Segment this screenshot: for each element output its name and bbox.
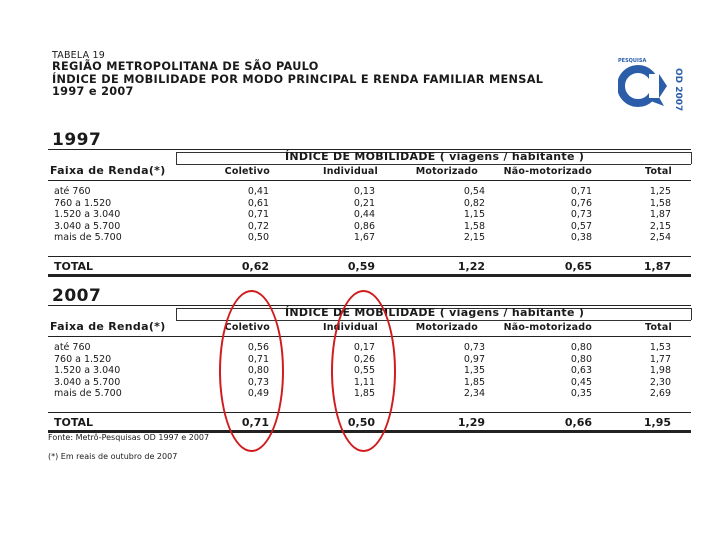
cell-coletivo: 0,73 [247, 376, 269, 388]
column-header-total: Total [645, 166, 672, 177]
cell-individual: 1,11 [353, 376, 375, 388]
cell-individual: 0,17 [353, 342, 375, 353]
cell-nao-motorizado: 0,38 [570, 232, 592, 243]
cell-individual: 1,85 [353, 388, 375, 399]
table-row [0, 209, 720, 221]
row-label: 1.520 a 3.040 [54, 209, 121, 220]
cell-total: 1,53 [649, 342, 671, 353]
table-header [52, 50, 543, 99]
total-total: 1,95 [643, 416, 671, 429]
title-line-1: REGIÃO METROPOLITANA DE SÃO PAULO [52, 60, 319, 73]
index-caption-1997: ÍNDICE DE MOBILIDADE ( viagens / habitante ) [285, 150, 585, 163]
column-header-nao-motorizado: Não-motorizado [503, 322, 592, 333]
cell-individual: 0,44 [353, 209, 375, 220]
cell-coletivo: 0,50 [247, 232, 269, 243]
logo-side-text: OD 2007 [673, 68, 683, 112]
row-label: até 760 [54, 186, 91, 197]
row-label: mais de 5.700 [54, 388, 122, 399]
cell-nao-motorizado: 0,73 [570, 209, 592, 220]
cell-total: 1,87 [649, 209, 671, 220]
highlight-ellipse-coletivo [219, 290, 284, 452]
divider [691, 308, 692, 320]
divider [48, 274, 691, 277]
cell-total: 1,98 [649, 365, 671, 376]
cell-individual: 0,13 [353, 186, 375, 197]
cell-individual: 0,55 [353, 365, 375, 376]
row-label: mais de 5.700 [54, 232, 122, 243]
divider [48, 256, 691, 257]
total-label: TOTAL [54, 416, 94, 429]
column-header-motorizado: Motorizado [415, 166, 478, 177]
index-caption-2007: ÍNDICE DE MOBILIDADE ( viagens / habitante ) [285, 306, 585, 319]
source-note: Fonte: Metrô-Pesquisas OD 1997 e 2007 [48, 433, 210, 442]
row-label: 760 a 1.520 [54, 197, 112, 209]
table-row [0, 221, 720, 233]
cell-nao-motorizado: 0,63 [570, 365, 592, 376]
divider [176, 308, 177, 320]
total-motorizado: 1,29 [457, 416, 485, 429]
cell-total: 2,15 [649, 220, 671, 232]
total-total: 1,87 [643, 260, 671, 273]
cell-coletivo: 0,56 [247, 342, 269, 353]
cell-individual: 0,21 [353, 197, 375, 209]
column-header-total: Total [645, 322, 672, 333]
total-label: TOTAL [54, 260, 94, 273]
row-header-2007: Faixa de Renda(*) [50, 320, 166, 333]
column-header-motorizado: Motorizado [415, 322, 478, 333]
row-header-1997: Faixa de Renda(*) [50, 164, 166, 177]
total-coletivo: 0,62 [241, 260, 269, 273]
cell-nao-motorizado: 0,76 [570, 197, 592, 209]
cell-coletivo: 0,71 [247, 353, 269, 365]
year-2007-label: 2007 [52, 286, 102, 306]
cell-motorizado: 0,73 [463, 342, 485, 353]
table-row [0, 186, 720, 198]
total-individual: 0,59 [347, 260, 375, 273]
cell-nao-motorizado: 0,57 [570, 220, 592, 232]
row-label: 3.040 a 5.700 [54, 220, 121, 232]
column-header-individual: Individual [322, 322, 378, 333]
total-nao-motorizado: 0,65 [564, 260, 592, 273]
cell-motorizado: 1,85 [463, 376, 485, 388]
total-individual: 0,50 [347, 416, 375, 429]
highlight-ellipse-individual [331, 290, 396, 452]
year-1997-label: 1997 [52, 130, 102, 150]
total-nao-motorizado: 0,66 [564, 416, 592, 429]
cell-total: 1,25 [649, 186, 671, 197]
cell-coletivo: 0,41 [247, 186, 269, 197]
metro-pesquisa-od-logo [618, 56, 698, 114]
cell-motorizado: 1,58 [463, 220, 485, 232]
cell-motorizado: 0,54 [463, 186, 485, 197]
cell-total: 1,77 [649, 353, 671, 365]
column-header-coletivo: Coletivo [224, 322, 270, 333]
cell-total: 2,30 [649, 376, 671, 388]
title-line-3: 1997 e 2007 [52, 85, 134, 98]
cell-individual: 0,26 [353, 353, 375, 365]
divider [176, 152, 177, 164]
cell-coletivo: 0,61 [247, 197, 269, 209]
cell-total: 1,58 [649, 197, 671, 209]
table-row [0, 198, 720, 210]
row-label: 3.040 a 5.700 [54, 376, 121, 388]
cell-nao-motorizado: 0,45 [570, 376, 592, 388]
column-header-nao-motorizado: Não-motorizado [503, 166, 592, 177]
logo-brand-text: PESQUISA [618, 58, 647, 64]
currency-note: (*) Em reais de outubro de 2007 [48, 452, 178, 461]
column-header-coletivo: Coletivo [224, 166, 270, 177]
cell-motorizado: 0,97 [463, 353, 485, 365]
divider [48, 180, 691, 181]
cell-motorizado: 1,35 [463, 365, 485, 376]
divider [691, 152, 692, 164]
cell-individual: 0,86 [353, 220, 375, 232]
cell-nao-motorizado: 0,80 [570, 353, 592, 365]
cell-coletivo: 0,71 [247, 209, 269, 220]
cell-motorizado: 0,82 [463, 197, 485, 209]
cell-total: 2,54 [649, 232, 671, 243]
cell-total: 2,69 [649, 388, 671, 399]
cell-nao-motorizado: 0,80 [570, 342, 592, 353]
column-header-individual: Individual [322, 166, 378, 177]
cell-motorizado: 2,34 [463, 388, 485, 399]
row-label: até 760 [54, 342, 91, 353]
cell-individual: 1,67 [353, 232, 375, 243]
cell-motorizado: 2,15 [463, 232, 485, 243]
row-label: 760 a 1.520 [54, 353, 112, 365]
cell-coletivo: 0,80 [247, 365, 269, 376]
total-motorizado: 1,22 [457, 260, 485, 273]
divider [176, 164, 691, 165]
table-number: TABELA 19 [52, 50, 106, 61]
cell-coletivo: 0,72 [247, 220, 269, 232]
row-label: 1.520 a 3.040 [54, 365, 121, 376]
title-line-2: ÍNDICE DE MOBILIDADE POR MODO PRINCIPAL E RENDA FAMILIAR MENSAL [52, 72, 544, 86]
table-row [0, 232, 720, 244]
cell-coletivo: 0,49 [247, 388, 269, 399]
total-coletivo: 0,71 [241, 416, 269, 429]
cell-nao-motorizado: 0,35 [570, 388, 592, 399]
cell-motorizado: 1,15 [463, 209, 485, 220]
cell-nao-motorizado: 0,71 [570, 186, 592, 197]
